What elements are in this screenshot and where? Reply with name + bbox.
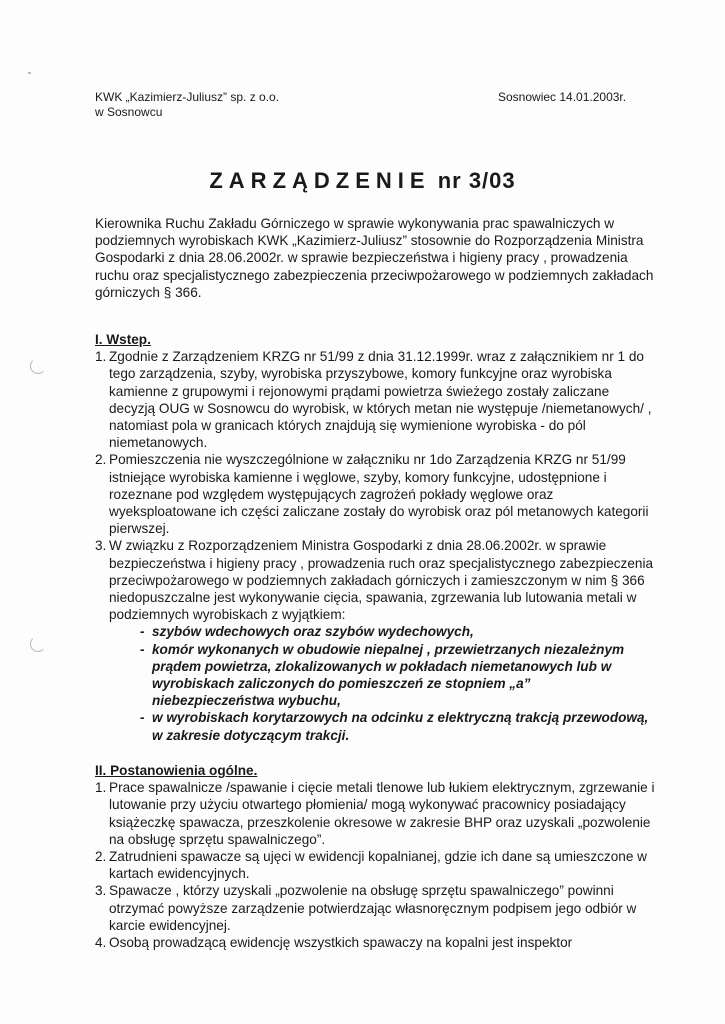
scan-speck — [28, 72, 31, 74]
item-number: 2. — [95, 452, 107, 468]
exception-text: w wyrobiskach korytarzowych na odcinku z elektryczną trakcją przewodową, w zakresie dotyczącym trakcji. — [152, 710, 649, 743]
punch-hole-mark — [30, 636, 46, 652]
item-number: 4. — [95, 934, 107, 950]
exception-item: - komór wykonanych w obudowie niepalnej , przewietrzanych niezależnym prądem powietrza, zlokalizowanych w pokładach niemetanowych lub w wyrobiskach zaliczonych do pomieszczeń ze stopniem „a” niebezpieczeństwa wybuchu, — [140, 641, 655, 710]
item-text: Spawacze , którzy uzyskali „pozwolenie na obsługę sprzętu spawalniczego” powinni otrzymać powyższe zarządzenie potwierdzając własnoręcznym podpisem jego odbiór w karcie ewidencyjnej. — [109, 883, 637, 933]
item-number: 2. — [95, 848, 107, 864]
list-item — [95, 451, 655, 537]
document-date: Sosnowiec 14.01.2003r. — [498, 90, 627, 104]
company-city: w Sosnowcu — [95, 105, 163, 119]
list-item — [95, 882, 655, 934]
item-text: Pomieszczenia nie wyszczególnione w załączniku nr 1do Zarządzenia KRZG nr 51/99 istniejące wyrobiska kamienne i węglowe, szyby, komory funkcyjne, udostępnione i rozeznane pod względem występujących zagrożeń pokłady węglowe oraz wyeksploatowane ich części zaliczane zostały do wyrobisk oraz pól metanowych kategorii pierwszej. — [109, 452, 649, 537]
item-number: 1. — [95, 780, 107, 796]
exception-text: komór wykonanych w obudowie niepalnej , przewietrzanych niezależnym prądem powietrza, zlokalizowanych w pokładach niemetanowych lub w wyrobiskach zaliczonych do pomieszczeń ze stopniem „a” niebezpieczeństwa wybuchu, — [152, 641, 625, 709]
document-body — [95, 215, 655, 951]
item-number: 1. — [95, 349, 107, 365]
exceptions-list — [140, 623, 655, 743]
list-item — [95, 348, 655, 451]
intro-paragraph: Kierownika Ruchu Zakładu Górniczego w sprawie wykonywania prac spawalniczych w podziemnych wyrobiskach KWK „Kazimierz-Juliusz” stosownie do Rozporządzenia Ministra Gospodarki z dnia 28.06.2002r. w sprawie bezpieczeństwa i higieny pracy , prowadzenia ruchu oraz specjalistycznego zabezpieczenia przeciwpożarowego w podziemnych zakładach górniczych § 366. — [95, 216, 654, 300]
punch-hole-mark — [30, 358, 46, 374]
item-number: 3. — [95, 538, 107, 554]
item-text: Osobą prowadzącą ewidencję wszystkich spawaczy na kopalni jest inspektor — [109, 934, 573, 950]
item-text: Zgodnie z Zarządzeniem KRZG nr 51/99 z dnia 31.12.1999r. wraz z załącznikiem nr 1 do tego zarządzenia, szyby, wyrobiska przyszybowe, komory funkcyjne oraz wyrobiska kamienne z grupowymi i rejonowymi prądami powietrza świeżego zostały zaliczane decyzją OUG w Sosnowcu do wyrobisk, w których metan nie występuje /niemetanowych/ , natomiast pola w granicach których znajdują się wymienione wyrobiska - do pól niemetanowych. — [109, 349, 652, 451]
item-text: Zatrudnieni spawacze są ujęci w ewidencji kopalnianej, gdzie ich dane są umieszczone w kartach ewidencyjnych. — [109, 848, 648, 882]
list-item — [95, 537, 655, 623]
exception-item: - szybów wdechowych oraz szybów wydechowych, — [140, 624, 474, 640]
item-text: Prace spawalnicze /spawanie i cięcie metali tlenowe lub łukiem elektrycznym, zgrzewanie i lutowanie przy użyciu otwartego płomienia/ mogą wykonywać pracownicy posiadający książeczkę spawacza, przeszkolenie okresowe w zakresie BHP oraz uzyskali „pozwolenie na obsługę sprzętu spawalniczego”. — [109, 780, 655, 847]
company-name: KWK „Kazimierz-Juliusz” sp. z o.o. — [95, 90, 280, 104]
title-word: ZARZĄDZENIE — [209, 168, 431, 193]
list-item — [95, 848, 655, 882]
section-heading-general-provisions: II. Postanowienia ogólne. — [95, 762, 258, 778]
list-item — [95, 934, 655, 951]
exception-item: - w wyrobiskach korytarzowych na odcinku z elektryczną trakcją przewodową, w zakresie dotyczącym trakcji. — [140, 709, 655, 743]
document-title — [0, 168, 725, 194]
item-number: 3. — [95, 883, 107, 899]
title-number: nr 3/03 — [437, 168, 516, 193]
item-text: W związku z Rozporządzeniem Ministra Gospodarki z dnia 28.06.2002r. w sprawie bezpieczeństwa i higieny pracy , prowadzenia ruch oraz specjalistycznego zabezpieczenia przeciwpożarowego w podziemnych zakładach górniczych i zamieszczonym w nim § 366 niedopuszczalne jest wykonywanie cięcia, spawania, zgrzewania lub lutowania metali w podziemnych wyrobiskach z wyjątkiem: — [109, 538, 654, 623]
section-heading-introduction: I. Wstep. — [95, 332, 151, 348]
company-header — [95, 90, 279, 120]
exception-text: szybów wdechowych oraz szybów wydechowych, — [152, 624, 474, 640]
list-item — [95, 779, 655, 848]
